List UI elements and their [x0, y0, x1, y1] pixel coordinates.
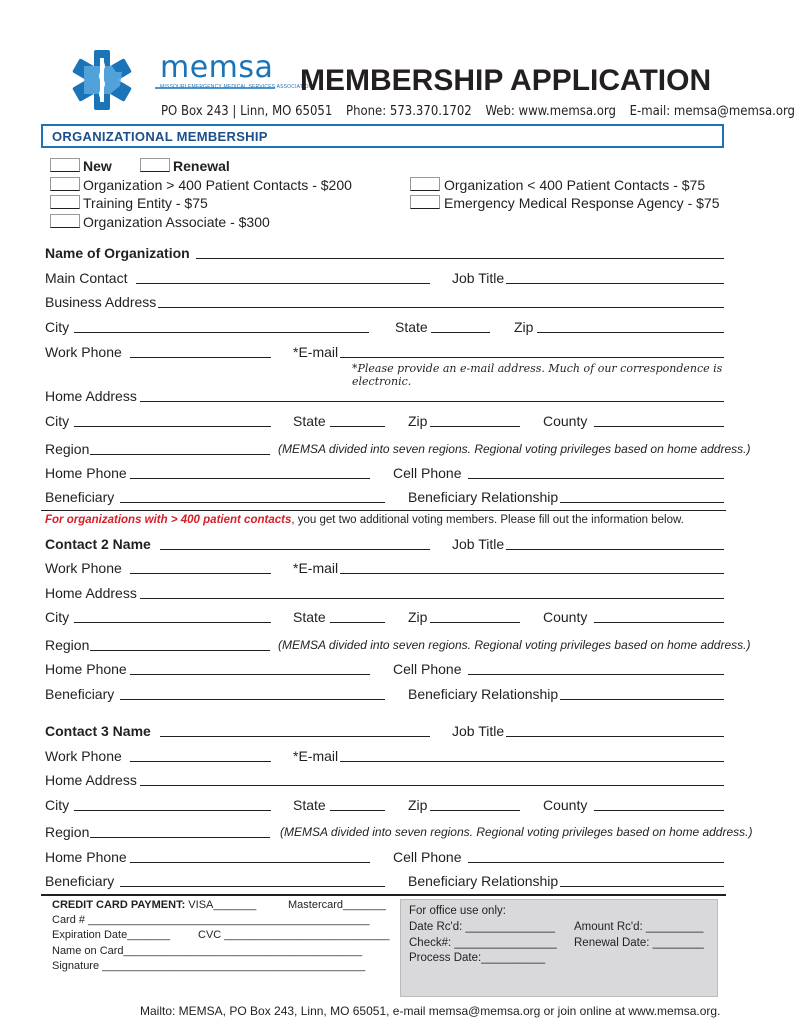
region-label: Region: [45, 441, 90, 457]
payment-divider: [41, 894, 726, 896]
contact3-state-field[interactable]: [330, 810, 385, 811]
county-label: County: [543, 413, 588, 429]
contact2-cell-phone-label: Cell Phone: [393, 661, 462, 677]
contact-info: [161, 104, 805, 119]
contact2-home-phone-label: Home Phone: [45, 661, 127, 677]
main-contact-label: Main Contact: [45, 270, 128, 286]
contact3-beneficiary-relationship-field[interactable]: [560, 886, 724, 887]
office-check-number: Check#: ________________: [409, 937, 557, 949]
contact3-region-note: (MEMSA divided into seven regions. Regional voting privileges based on home address.): [280, 825, 753, 839]
logo-tagline: MISSOURI EMERGENCY MEDICAL SERVICES ASSOCIATION: [160, 84, 313, 90]
beneficiary-field[interactable]: [120, 502, 385, 503]
state-label: State: [395, 319, 428, 335]
phone: Phone: 573.370.1702: [346, 104, 472, 119]
section-divider: [41, 510, 726, 511]
org-under-400-label: Organization < 400 Patient Contacts - $75: [444, 177, 706, 193]
home-address-label: Home Address: [45, 388, 137, 404]
payment-heading: CREDIT CARD PAYMENT:: [52, 899, 186, 911]
home-phone-label: Home Phone: [45, 465, 127, 481]
renewal-label: Renewal: [173, 158, 230, 174]
county-field[interactable]: [594, 426, 724, 427]
org-over-400-checkbox[interactable]: [50, 177, 80, 191]
contact2-zip-label: Zip: [408, 609, 428, 625]
home-zip-field[interactable]: [430, 426, 520, 427]
city-label: City: [45, 319, 70, 335]
home-city-label: City: [45, 413, 70, 429]
name-of-org-field[interactable]: [196, 258, 724, 259]
office-renewal-date: Renewal Date: ________: [574, 937, 704, 949]
emra-checkbox[interactable]: [410, 195, 440, 209]
contact2-home-phone-field[interactable]: [130, 674, 370, 675]
zip-label: Zip: [514, 319, 534, 335]
contact3-zip-label: Zip: [408, 797, 428, 813]
contact3-home-phone-field[interactable]: [130, 862, 370, 863]
contact3-name-field[interactable]: [160, 736, 430, 737]
contact2-city-field[interactable]: [74, 622, 271, 623]
business-address-field[interactable]: [158, 307, 724, 308]
page-title: MEMBERSHIP APPLICATION: [300, 64, 712, 97]
region-field[interactable]: [90, 454, 270, 455]
training-entity-label: Training Entity - $75: [83, 195, 208, 211]
city-field[interactable]: [74, 332, 369, 333]
renewal-checkbox[interactable]: [140, 158, 170, 172]
signature-field[interactable]: Signature ___________________________________________: [52, 960, 366, 972]
contact2-job-title-field[interactable]: [506, 549, 724, 550]
contact2-state-label: State: [293, 609, 326, 625]
home-city-field[interactable]: [74, 426, 271, 427]
contact2-work-phone-field[interactable]: [130, 573, 271, 574]
contact2-zip-field[interactable]: [430, 622, 520, 623]
contact2-county-label: County: [543, 609, 588, 625]
emra-label: Emergency Medical Response Agency - $75: [444, 195, 720, 211]
contact2-beneficiary-relationship-field[interactable]: [560, 699, 724, 700]
contact3-cell-phone-label: Cell Phone: [393, 849, 462, 865]
contact2-name-field[interactable]: [160, 549, 430, 550]
contact2-region-label: Region: [45, 637, 90, 653]
home-state-label: State: [293, 413, 326, 429]
mastercard-option[interactable]: Mastercard_______: [288, 899, 386, 911]
contact2-beneficiary-field[interactable]: [120, 699, 385, 700]
contact2-beneficiary-label: Beneficiary: [45, 686, 115, 702]
new-checkbox[interactable]: [50, 158, 80, 172]
beneficiary-relationship-field[interactable]: [560, 502, 724, 503]
beneficiary-relationship-label: Beneficiary Relationship: [408, 489, 559, 505]
contact2-cell-phone-field[interactable]: [468, 674, 724, 675]
email-field[interactable]: [340, 357, 724, 358]
contact2-name-label: Contact 2 Name: [45, 536, 151, 552]
email-label: *E-mail: [293, 344, 339, 360]
voting-note: [45, 514, 684, 526]
contact3-zip-field[interactable]: [430, 810, 520, 811]
org-over-400-label: Organization > 400 Patient Contacts - $200: [83, 177, 352, 193]
contact3-city-field[interactable]: [74, 810, 271, 811]
job-title-label: Job Title: [452, 270, 505, 286]
contact2-email-label: *E-mail: [293, 560, 339, 576]
name-of-org-label: Name of Organization: [45, 245, 190, 261]
email-link[interactable]: E-mail: memsa@memsa.org: [629, 104, 795, 119]
contact3-job-title-field[interactable]: [506, 736, 724, 737]
contact3-state-label: State: [293, 797, 326, 813]
payment-heading-row: [52, 899, 256, 911]
beneficiary-label: Beneficiary: [45, 489, 115, 505]
website-link[interactable]: Web: www.memsa.org: [485, 104, 616, 119]
contact3-work-phone-field[interactable]: [130, 761, 271, 762]
home-state-field[interactable]: [330, 426, 385, 427]
job-title-field[interactable]: [506, 283, 724, 284]
visa-option[interactable]: VISA_______: [188, 899, 257, 911]
office-amount-rcd: Amount Rc'd: _________: [574, 921, 704, 933]
contact3-county-field[interactable]: [594, 810, 724, 811]
contact2-beneficiary-relationship-label: Beneficiary Relationship: [408, 686, 559, 702]
contact3-cell-phone-field[interactable]: [468, 862, 724, 863]
new-label: New: [83, 158, 112, 174]
office-process-date: Process Date:__________: [409, 952, 546, 964]
training-entity-checkbox[interactable]: [50, 195, 80, 209]
contact3-beneficiary-relationship-label: Beneficiary Relationship: [408, 873, 559, 889]
contact2-home-address-label: Home Address: [45, 585, 137, 601]
voting-note-highlight: For organizations with > 400 patient contacts: [45, 514, 292, 526]
contact2-city-label: City: [45, 609, 70, 625]
contact3-county-label: County: [543, 797, 588, 813]
business-address-label: Business Address: [45, 294, 157, 310]
contact3-job-title-label: Job Title: [452, 723, 505, 739]
email-note: *Please provide an e-mail address. Much of our correspondence is electronic.: [352, 362, 723, 388]
org-under-400-checkbox[interactable]: [410, 177, 440, 191]
cell-phone-field[interactable]: [468, 478, 724, 479]
contact3-home-address-label: Home Address: [45, 772, 137, 788]
cell-phone-label: Cell Phone: [393, 465, 462, 481]
contact2-county-field[interactable]: [594, 622, 724, 623]
name-on-card-field[interactable]: Name on Card_______________________________________: [52, 945, 363, 957]
contact3-home-phone-label: Home Phone: [45, 849, 127, 865]
home-zip-label: Zip: [408, 413, 428, 429]
cvc-field[interactable]: CVC ___________________________: [198, 929, 390, 941]
org-associate-checkbox[interactable]: [50, 214, 80, 228]
main-contact-field[interactable]: [136, 283, 430, 284]
contact2-work-phone-label: Work Phone: [45, 560, 122, 576]
contact3-home-address-field[interactable]: [140, 785, 724, 786]
contact3-region-field[interactable]: [90, 837, 270, 838]
contact2-job-title-label: Job Title: [452, 536, 505, 552]
home-phone-field[interactable]: [130, 478, 370, 479]
po-box: PO Box 243 | Linn, MO 65051: [161, 104, 333, 119]
contact3-region-label: Region: [45, 824, 90, 840]
contact3-beneficiary-label: Beneficiary: [45, 873, 115, 889]
expiration-date-field[interactable]: Expiration Date_______: [52, 929, 171, 941]
work-phone-label: Work Phone: [45, 344, 122, 360]
voting-note-rest: , you get two additional voting members. Please fill out the information below.: [291, 514, 684, 526]
region-note: (MEMSA divided into seven regions. Regional voting privileges based on home address.): [278, 442, 751, 456]
contact3-city-label: City: [45, 797, 70, 813]
card-number-field[interactable]: Card # ______________________________________________: [52, 914, 370, 926]
contact2-home-address-field[interactable]: [140, 598, 724, 599]
office-heading: For office use only:: [409, 905, 506, 917]
contact3-email-label: *E-mail: [293, 748, 339, 764]
office-date-rcd: Date Rc'd: ______________: [409, 921, 556, 933]
work-phone-field[interactable]: [130, 357, 271, 358]
contact2-region-note: (MEMSA divided into seven regions. Regional voting privileges based on home address.): [278, 638, 751, 652]
org-section-title: ORGANIZATIONAL MEMBERSHIP: [52, 129, 268, 144]
zip-field[interactable]: [537, 332, 724, 333]
contact2-state-field[interactable]: [330, 622, 385, 623]
logo-wordmark: memsa: [160, 50, 274, 85]
contact2-region-field[interactable]: [90, 650, 270, 651]
org-associate-label: Organization Associate - $300: [83, 214, 270, 230]
mailto-footer: Mailto: MEMSA, PO Box 243, Linn, MO 65051, e-mail memsa@memsa.org or join online at www.memsa.org.: [140, 1004, 721, 1018]
contact2-email-field[interactable]: [340, 573, 724, 574]
contact3-work-phone-label: Work Phone: [45, 748, 122, 764]
contact3-name-label: Contact 3 Name: [45, 723, 151, 739]
state-field[interactable]: [431, 332, 490, 333]
home-address-field[interactable]: [140, 401, 724, 402]
contact3-email-field[interactable]: [340, 761, 724, 762]
contact3-beneficiary-field[interactable]: [120, 886, 385, 887]
